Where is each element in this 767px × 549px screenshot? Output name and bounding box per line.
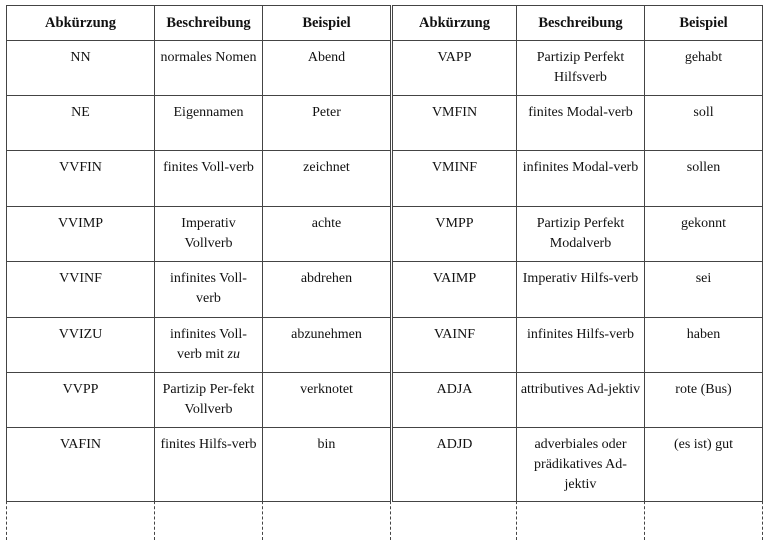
header-row [7, 6, 391, 41]
abbr-cell: ADJA [393, 373, 517, 428]
continuation-line [516, 496, 517, 540]
table-row [7, 428, 391, 502]
table-row [7, 151, 391, 207]
example-cell: gehabt [645, 41, 763, 96]
abbr-cell: VVIMP [7, 207, 155, 262]
desc-cell: Partizip Perfekt Hilfsverb [517, 41, 645, 96]
continuation-line [644, 496, 645, 540]
continuation-line [262, 496, 263, 540]
header-description: Beschreibung [517, 6, 645, 41]
example-cell: verknotet [263, 373, 391, 428]
example-cell: (es ist) gut [645, 428, 763, 502]
desc-cell: finites Voll-verb [155, 151, 263, 207]
header-abbreviation: Abkürzung [7, 6, 155, 41]
example-cell: abzunehmen [263, 318, 391, 373]
table-row [393, 262, 763, 318]
abbr-cell: VAIMP [393, 262, 517, 318]
table-row [393, 41, 763, 96]
right-tag-table [392, 5, 763, 502]
desc-cell: attributives Ad-jektiv [517, 373, 645, 428]
table-row [393, 318, 763, 373]
abbr-cell: VMINF [393, 151, 517, 207]
table-row [7, 373, 391, 428]
table-row [7, 41, 391, 96]
table-row [7, 207, 391, 262]
desc-cell: normales Nomen [155, 41, 263, 96]
continuation-line [154, 496, 155, 540]
table-row [393, 428, 763, 502]
desc-italic-text: zu [227, 347, 240, 362]
desc-cell: Imperativ Vollverb [155, 207, 263, 262]
abbr-cell: VVPP [7, 373, 155, 428]
desc-cell: Imperativ Hilfs-verb [517, 262, 645, 318]
desc-cell: Eigennamen [155, 96, 263, 151]
example-cell: bin [263, 428, 391, 502]
continuation-line [390, 496, 391, 540]
example-cell: achte [263, 207, 391, 262]
table-row [7, 96, 391, 151]
example-cell: abdrehen [263, 262, 391, 318]
desc-cell: finites Hilfs-verb [155, 428, 263, 502]
example-cell: sei [645, 262, 763, 318]
example-cell: Peter [263, 96, 391, 151]
desc-cell: finites Modal-verb [517, 96, 645, 151]
continuation-line [6, 496, 7, 540]
table-row [7, 318, 391, 373]
desc-cell: infinites Voll-verb [155, 262, 263, 318]
desc-cell: infinites Modal-verb [517, 151, 645, 207]
example-cell: Abend [263, 41, 391, 96]
continuation-line [762, 496, 763, 540]
example-cell: zeichnet [263, 151, 391, 207]
header-example: Beispiel [645, 6, 763, 41]
abbr-cell: VMFIN [393, 96, 517, 151]
abbr-cell: VAFIN [7, 428, 155, 502]
example-cell: rote (Bus) [645, 373, 763, 428]
desc-text: infinites Voll-verb mit [170, 327, 247, 362]
table-row [393, 373, 763, 428]
abbr-cell: NE [7, 96, 155, 151]
example-cell: soll [645, 96, 763, 151]
abbr-cell: VVINF [7, 262, 155, 318]
abbr-cell: NN [7, 41, 155, 96]
desc-cell: Partizip Per-fekt Vollverb [155, 373, 263, 428]
table-row [393, 207, 763, 262]
header-row [393, 6, 763, 41]
abbr-cell: VVIZU [7, 318, 155, 373]
table-row [7, 262, 391, 318]
abbr-cell: ADJD [393, 428, 517, 502]
abbr-cell: VMPP [393, 207, 517, 262]
desc-cell: adverbiales oder prädikatives Ad-jektiv [517, 428, 645, 502]
abbr-cell: VAINF [393, 318, 517, 373]
table-row [393, 151, 763, 207]
table-row [393, 96, 763, 151]
example-cell: haben [645, 318, 763, 373]
abbr-cell: VAPP [393, 41, 517, 96]
example-cell: gekonnt [645, 207, 763, 262]
example-cell: sollen [645, 151, 763, 207]
header-example: Beispiel [263, 6, 391, 41]
left-tag-table [6, 5, 391, 502]
header-abbreviation: Abkürzung [393, 6, 517, 41]
abbr-cell: VVFIN [7, 151, 155, 207]
desc-cell: Partizip Perfekt Modalverb [517, 207, 645, 262]
desc-cell: infinites Hilfs-verb [517, 318, 645, 373]
header-description: Beschreibung [155, 6, 263, 41]
desc-cell [155, 318, 263, 373]
